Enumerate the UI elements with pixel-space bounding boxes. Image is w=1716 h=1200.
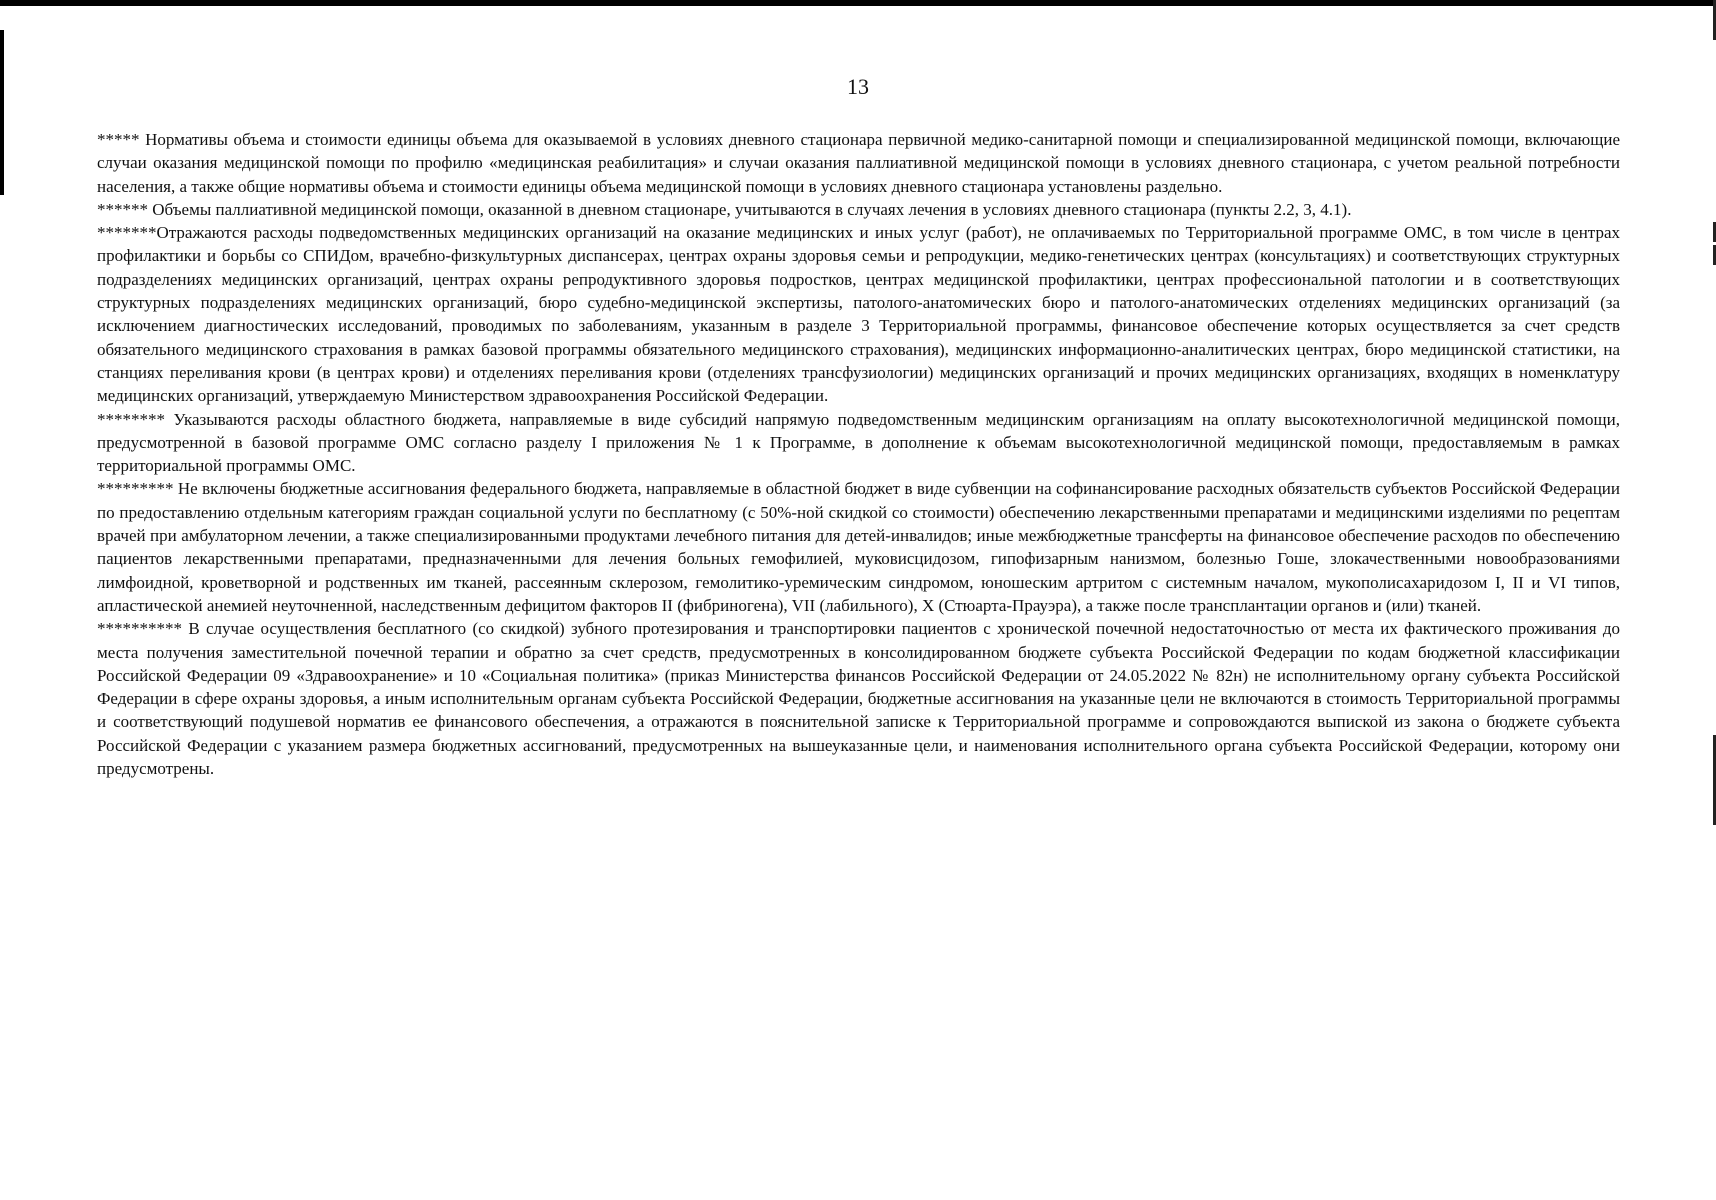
scan-top-border [0,0,1716,6]
footnote-6-stars: ****** Объемы паллиативной медицинской помощи, оказанной в дневном стационаре, учитываются в случаях лечения в условиях дневного стационара (пункты 2.2, 3, 4.1). [97,199,1352,219]
scan-left-edge-mark [0,30,4,195]
page-number: 13 [847,74,869,99]
footnote-5-stars: ***** Нормативы объема и стоимости единицы объема для оказываемой в условиях дневного стационара первичной медико-санитарной помощи и специализированной медицинской помощи, включающие случаи оказания медицинской помощи по профилю «медицинская реабилитация» и случаи оказания паллиативной медицинской помощи в условиях дневного стационара, с учетом реальной потребности населения, а также общие нормативы объема и стоимости единицы объема медицинской помощи в условиях дневного стационара установлены раздельно. [97,130,1620,196]
footnote-10-stars: ********** В случае осуществления бесплатного (со скидкой) зубного протезирования и транспортировки пациентов с хронической почечной недостаточностью от места их фактического проживания до места получения заместительной почечной терапии и обратно за счет средств, предусмотренных в консолидированном бюджете субъекта Российской Федерации по кодам бюджетной классификации Российской Федерации 09 «Здравоохранение» и 10 «Социальная политика» (приказ Министерства финансов Российской Федерации от 24.05.2022 № 82н) не исполнительному органу субъекта Российской Федерации в сфере охраны здоровья, а иным исполнительным органам субъекта Российской Федерации, бюджетные ассигнования на указанные цели не включаются в стоимость Территориальной программы и соответствующий подушевой норматив ее финансового обеспечения, а отражаются в пояснительной записке к Территориальной программе и сопровождаются выпиской из закона о бюджете субъекта Российской Федерации с указанием размера бюджетных ассигнований, предусмотренных на вышеуказанные цели, и наименования исполнительного органа субъекта Российской Федерации, которому они предусмотрены. [97,619,1620,779]
footnote-7-stars: *******Отражаются расходы подведомственных медицинских организаций на оказание медицинских и иных услуг (работ), не оплачиваемых по Территориальной программе ОМС, в том числе в центрах профилактики и борьбы со СПИДом, врачебно-физкультурных диспансерах, центрах охраны здоровья семьи и репродукции, медико-генетических центрах (консультациях) и соответствующих структурных подразделениях медицинских организаций, центрах охраны репродуктивного здоровья подростков, центрах медицинской профилактики, центрах профессиональной патологии и в соответствующих структурных подразделениях медицинских организаций, бюро судебно-медицинской экспертизы, патолого-анатомических бюро и патолого-анатомических отделениях медицинских организаций (за исключением диагностических исследований, проводимых по заболеваниям, указанным в разделе 3 Территориальной программы, финансовое обеспечение которых осуществляется за счет средств обязательного медицинского страхования в рамках базовой программы обязательного медицинского страхования), медицинских информационно-аналитических центрах, бюро медицинской статистики, на станциях переливания крови (в центрах крови) и отделениях переливания крови (отделениях трансфузиологии) медицинских организаций и прочих медицинских организациях, входящих в номенклатуру медицинских организаций, утверждаемую Министерством здравоохранения Российской Федерации. [97,223,1620,406]
footnote-8-stars: ******** Указываются расходы областного бюджета, направляемые в виде субсидий напрямую подведомственным медицинским организациям на оплату высокотехнологичной медицинской помощи, предусмотренной в базовой программе ОМС согласно разделу I приложения № 1 к Программе, в дополнение к объемам высокотехнологичной медицинской помощи, предоставляемым в рамках территориальной программы ОМС. [97,409,1620,476]
footnote-9-stars: ********* Не включены бюджетные ассигнования федерального бюджета, направляемые в областной бюджет в виде субвенции на софинансирование расходных обязательств субъектов Российской Федерации по предоставлению отдельным категориям граждан социальной услуги по бесплатному (с 50%-ной скидкой со стоимости) обеспечению лекарственными препаратами и медицинскими изделиями по рецептам врачей при амбулаторном лечении, а также специализированными продуктами лечебного питания для детей-инвалидов; иные межбюджетные трансферты на финансовое обеспечение расходов по обеспечению пациентов лекарственными препаратами, предназначенными для лечения больных гемофилией, муковисцидозом, гипофизарным нанизмом, болезнью Гоше, злокачественными новообразованиями лимфоидной, кроветворной и родственных им тканей, рассеянным склерозом, гемолитико-уремическим синдромом, юношеским артритом с системным началом, мукополисахаридозом I, II и VI типов, апластической анемией неуточненной, наследственным дефицитом факторов II (фибриногена), VII (лабильного), X (Стюарта-Прауэра), а также после трансплантации органов и (или) тканей. [97,479,1620,615]
footnotes [97,128,1620,780]
